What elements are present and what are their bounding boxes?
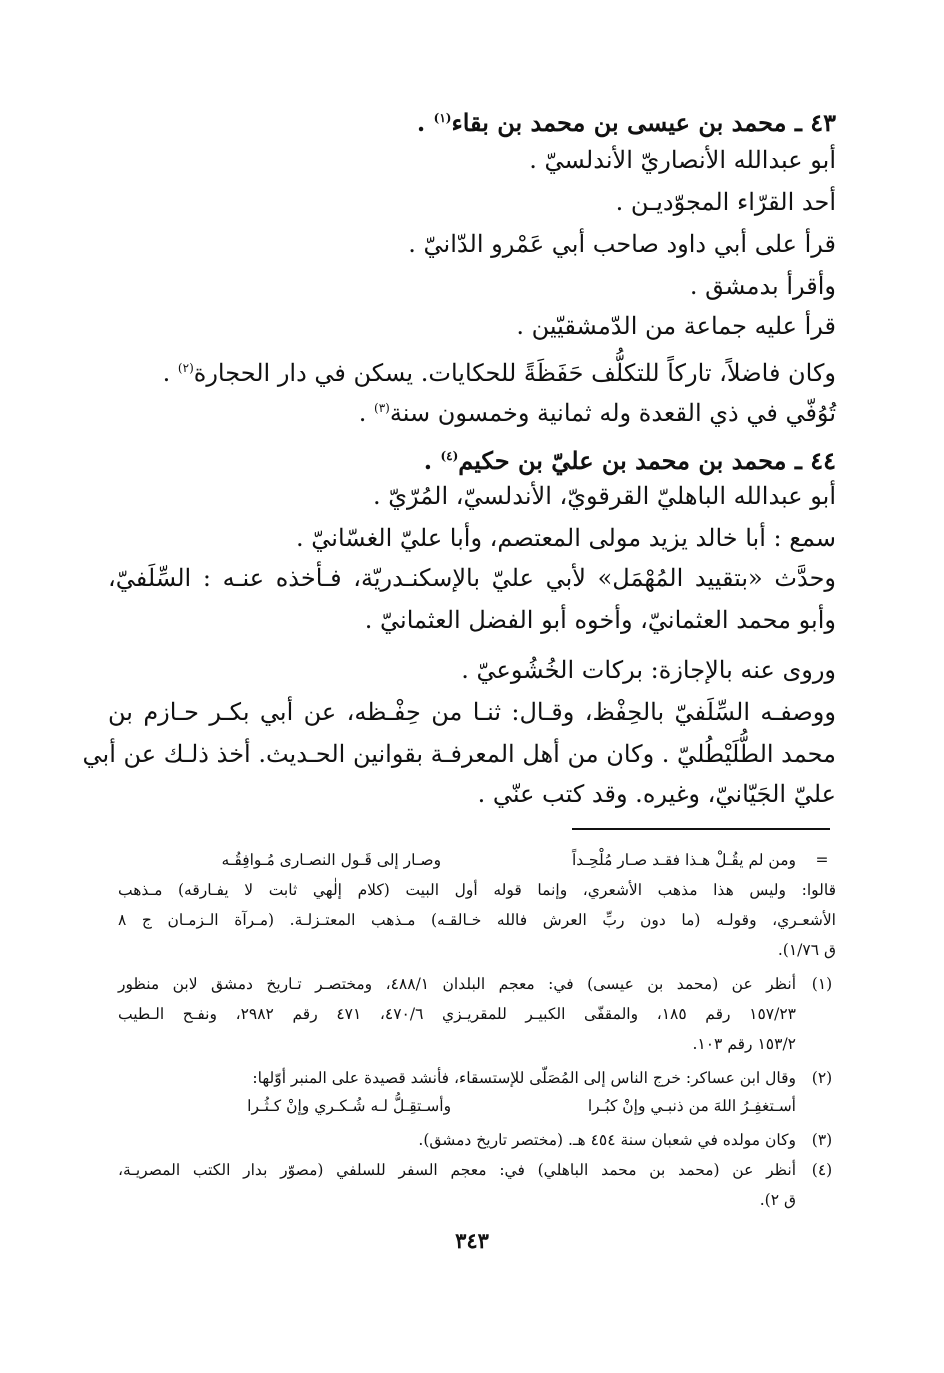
footnote-ref-3[interactable]: (٣) <box>374 401 390 415</box>
verse-hemistich: وصـار إلى قَـول النصـارى مُـوافِقُـه <box>221 851 442 869</box>
footnote-line: ق ١/٧٦). <box>777 941 836 959</box>
entry-43-line: وأقرأ بدمشق . <box>689 272 836 300</box>
entry-44-line: سمع : أبا خالد يزيد مولى المعتصم، وأبا عليّ الغسّانيّ . <box>296 524 836 552</box>
entry-43-heading: ٤٣ ـ محمد بن عيسى بن محمد بن بقاء$^{(١)}$ . <box>416 108 836 137</box>
footnote-ref-1[interactable]: (١) <box>433 111 452 125</box>
entry-44-line: وروى عنه بالإجازة: بركات الخُشُوعيّ . <box>461 656 836 684</box>
footnote-line: أنظر عن (محمد بن عيسى) في: معجم البلدان ٤٨٨/١، ومختصـر تـاريخ دمشق لابن منظور <box>118 975 797 993</box>
footnote-line: ١٥٣/٢ رقم ١٠٣. <box>692 1035 796 1053</box>
entry-44-line: ووصفـه السِّلَفيّ بالحِفْظ، وقـال: ثنـا من حِفْـظه، عن أبي بكـر حـازم بن <box>108 698 836 726</box>
verse-line <box>180 1092 796 1121</box>
footnote-line: ق ٢). <box>759 1191 796 1209</box>
entry-43-line: قرأ على أبي داود صاحب أبي عَمْرو الدّانيّ . <box>408 230 836 258</box>
verse-hemistich: أسـتغفِـرُ اللهَ من ذنبـي وإنْ كبُـرا <box>587 1097 796 1115</box>
footnote-line: وكان مولده في شعبان سنة ٤٥٤ هـ. (مختصر تاريخ دمشق). <box>418 1131 796 1149</box>
entry-43-line: وكان فاضلاً، تاركاً للتكلُّف حَفَظَةً للحكايات. يسكن في دار الحجارة$^{(٢)}$ . <box>162 359 836 387</box>
entry-43-line: قرأ عليه جماعة من الدّمشقيّين . <box>516 312 836 340</box>
page-number: ٣٤٣ <box>455 1228 489 1253</box>
footnote-line: وقال ابن عساكر: خرج الناس إلى المُصَلّى للإستسقاء، فأنشد قصيدة على المنبر أوّلها: <box>252 1069 796 1087</box>
footnote-line: قالوا: وليس هذا مذهب الأشعري، وإنما قوله أول البيت (كلام إلٰهي ثابت لا يفـارقه) مـذهب <box>118 881 836 899</box>
verse-hemistich: وأسـتقِـلُّ لـه شُـكـري وإنْ كـثُـرا <box>247 1097 452 1115</box>
entry-43-line: تُوُفّي في ذي القعدة وله ثمانية وخمسون سنة$^{(٣)}$ . <box>358 399 836 427</box>
continuation-mark: = <box>815 851 829 869</box>
entry-44-line: وحدَّث «بتقييد المُهْمَل» لأبي عليّ بالإسكنـدريّة، فـأخذه عنـه : السِّلَفيّ، <box>108 564 836 592</box>
entry-44-line: وأبو محمد العثمانيّ، وأخوه أبو الفضل العثمانيّ . <box>364 606 836 634</box>
entry-43-line: أحد القرّاء المجوّديـن . <box>615 188 836 216</box>
verse-hemistich: ومن لم يقُـلْ هـذا فقـد صـار مُلْحِـداً <box>571 851 796 869</box>
entry-44-line: عليّ الجَيّانيّ، وغيره. وقد كتب عنّي . <box>477 780 836 808</box>
verse-line <box>180 846 796 875</box>
footnote-separator <box>572 828 830 830</box>
footnote-number: (١) <box>811 975 833 993</box>
footnote-line: أنظر عن (محمد بن محمد الباهلي) في: معجم السفر للسلفي (مصوّر بدار الكتب المصريـة، <box>118 1161 796 1179</box>
footnote-ref-4[interactable]: (٤) <box>440 449 459 463</box>
footnote-line: ١٥٧/٢٣ رقم ١٨٥، والمقفّى الكبيـر للمقريـزي ٤٧٠/٦، ٤٧١ رقم ٢٩٨٢، ونفـح الـطيب <box>118 1005 796 1023</box>
footnote-number: (٣) <box>811 1131 833 1149</box>
entry-44-line: أبو عبدالله الباهليّ القرقويّ، الأندلسيّ، المُرّيّ . <box>373 482 836 510</box>
entry-44-line: محمد الطُّلَيْطُليّ . وكان من أهل المعرفـة بقوانين الحـديث. أخذ ذلـك عن أبي <box>82 740 836 768</box>
entry-44-heading: ٤٤ ـ محمد بن محمد بن عليّ بن حكيم$^{(٤)}$ . <box>423 446 836 475</box>
footnote-number: (٤) <box>811 1161 833 1179</box>
entry-43-line: أبو عبدالله الأنصاريّ الأندلسيّ . <box>529 146 836 174</box>
footnote-line: الأشعـري، وقولـه (ما دون ربِّ العرش فالله خـالقـه) مـذهب المعتـزلـة. (مـرآة الـزمـان ج ٨ <box>118 911 836 929</box>
footnote-number: (٢) <box>811 1069 833 1087</box>
footnote-ref-2[interactable]: (٢) <box>177 361 194 375</box>
